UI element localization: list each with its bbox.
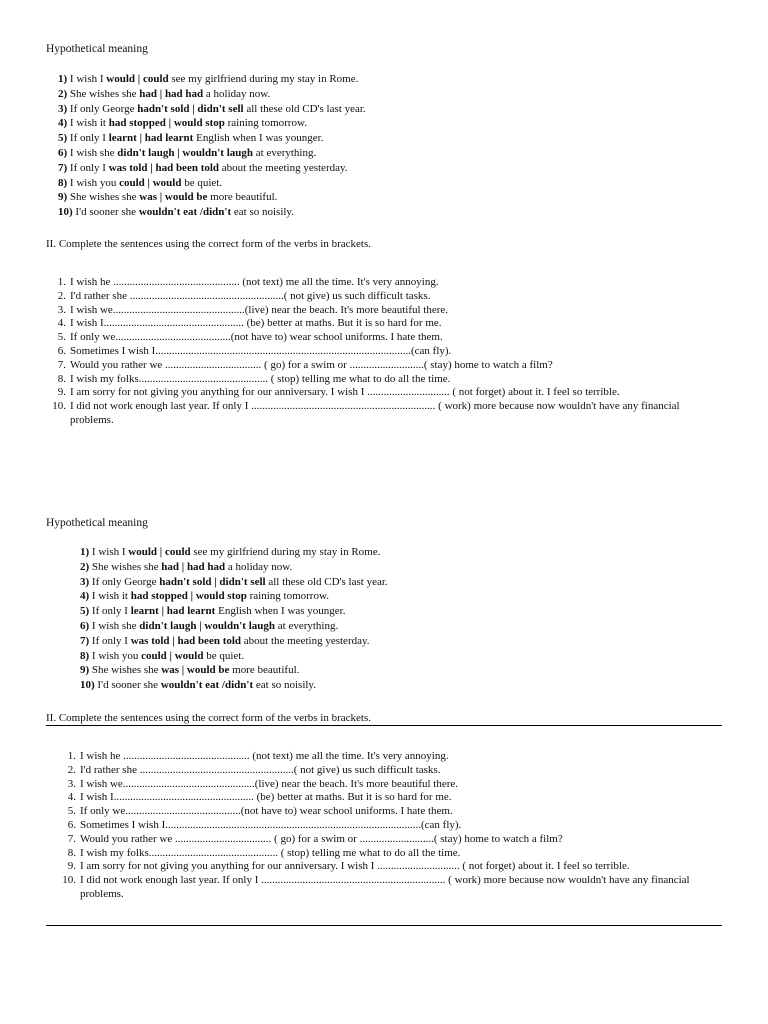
item-number: 2) [58,87,68,100]
item-number: 5. [67,805,76,818]
item-number: 5. [57,331,66,344]
item-number: 3. [57,303,66,316]
item-number: 3) [80,575,90,588]
sentence-text: I am sorry for not giving you anything for our anniversary. I wish I .............................. ( not forget) about it. I feel so terrible. [80,860,630,873]
sentence-text: I wish he .............................................. (not text) me all the time. It's very annoying. [80,750,449,762]
item-number: 4. [57,317,66,330]
sentence-text: Sometimes I wish I.............................................................................................(can fly). [70,344,452,357]
item-number: 10) [58,206,73,219]
sentence-text: Would you rather we ................................... ( go) for a swim or ...........................( stay) home to watch a film? [80,832,563,845]
answer-choice: was | would be [161,664,230,677]
exercise1-item [80,604,388,619]
sentence-text: about the meeting yesterday. [241,634,370,647]
answer-choice: could | would [119,176,182,189]
exercise2-item [56,847,712,861]
sentence-text: I am sorry for not giving you anything for our anniversary. I wish I .............................. ( not forget) about it. I feel so terrible. [70,386,620,399]
exercise1-item [80,678,388,693]
sentence-text: I wish it [69,117,109,130]
sentence-text: If only I [69,132,109,145]
sentence-text: I wish she [91,619,140,632]
item-number: 1) [58,73,68,85]
item-number: 7. [57,358,66,371]
answer-choice: was | would be [139,191,208,204]
item-number: 6) [80,619,90,632]
item-number: 8. [67,846,76,859]
sentence-text: If only I [69,161,109,174]
item-number: 6. [67,818,76,831]
exercise1-item [58,102,366,117]
exercise1-item [80,575,388,590]
item-number: 5) [58,132,68,145]
item-number: 9) [58,191,68,204]
exercise1-item [58,131,366,146]
sentence-text: at everything. [253,146,317,159]
item-number: 4) [58,117,68,130]
sentence-text: Would you rather we ................................... ( go) for a swim or ...........................( stay) home to watch a film? [70,358,553,371]
exercise2-item [46,359,722,373]
answer-choice: hadn't sold | didn't sell [137,102,244,115]
exercise2-item [56,750,712,764]
sentence-text: I wish I [69,73,107,85]
item-number: 10. [62,874,76,887]
item-number: 9) [80,664,90,677]
item-number: 10) [80,679,95,692]
sentence-text: I wish it [91,590,131,603]
exercise2-item [56,819,712,833]
sentence-text: She wishes she [91,560,162,573]
item-number: 5) [80,605,90,618]
exercise1-item [80,545,388,560]
exercise2-item [46,373,722,387]
answer-choice: wouldn't eat /didn't [138,206,232,219]
answer-choice: didn't laugh | wouldn't laugh [139,619,275,632]
sentence-text: I wish we................................................(live) near the beach. It's more beautiful there. [70,303,449,316]
answer-choice: was told | had been told [108,161,220,174]
exercise1-item [58,176,366,191]
sentence-text: If only we..........................................(not have to) wear school uniforms. I hate them. [70,331,443,344]
exercise2-list-1 [46,276,722,428]
sentence-text: I wish he .............................................. (not text) me all the time. It's very annoying. [70,276,439,288]
sentence-text: eat so noisily. [253,679,316,692]
sentence-text: more beautiful. [207,191,278,204]
exercise1-item [80,589,388,604]
exercise1-item [58,87,366,102]
item-number: 8. [57,372,66,385]
sentence-text: If only George [69,102,138,115]
sentence-text: I'd sooner she [97,679,161,692]
exercise2-item [56,791,712,805]
exercise1-item [58,190,366,205]
sentence-text: I wish my folks............................................... ( stop) telling me what to do all the time. [80,846,461,859]
answer-choice: hadn't sold | didn't sell [159,575,266,588]
answer-choice: could | would [141,649,204,662]
answer-choice: was told | had been told [130,634,242,647]
item-number: 7) [58,161,68,174]
sentence-text: all these old CD's last year. [265,575,388,588]
answer-choice: had stopped | would stop [108,117,225,130]
exercise2-item [46,290,722,304]
answer-choice: had | had had [139,87,204,100]
exercise1-item [80,560,388,575]
sentence-text: see my girlfriend during my stay in Rome. [190,546,381,558]
item-number: 1) [80,546,90,558]
exercise1-item [80,649,388,664]
item-number: 7) [80,634,90,647]
item-number: 8) [80,649,90,662]
item-number: 3. [67,777,76,790]
sentence-text: I wish I................................................... (be) better at maths. But it is so hard for me. [70,317,442,330]
exercise1-item [58,72,366,87]
exercise2-item [46,276,722,290]
exercise1-list-1 [58,72,366,220]
exercise1-item [80,634,388,649]
sentence-text: She wishes she [69,87,140,100]
exercise1-item [58,116,366,131]
exercise1-item [58,146,366,161]
item-number: 4) [80,590,90,603]
sentence-text: I wish we................................................(live) near the beach. It's more beautiful there. [80,777,459,790]
exercise1-item [80,619,388,634]
sentence-text: I wish she [69,146,118,159]
sentence-text: If only we..........................................(not have to) wear school uniforms. I hate them. [80,805,453,818]
exercise1-list-2 [80,545,388,693]
item-number: 10. [52,400,66,413]
answer-choice: wouldn't eat /didn't [160,679,254,692]
sentence-text: a holiday now. [203,87,271,100]
sentence-text: be quiet. [203,649,245,662]
exercise2-item [56,833,712,847]
sentence-text: If only George [91,575,160,588]
exercise2-item [46,304,722,318]
item-number: 7. [67,832,76,845]
sentence-text: She wishes she [69,191,140,204]
sentence-text: I did not work enough last year. If only I ................................................................... ( work) more because now wouldn't have any financial problems. [80,874,690,900]
sentence-text: at everything. [275,619,339,632]
sentence-text: I'd rather she ........................................................( not give) us such difficult tasks. [80,763,441,776]
sentence-text: English when I was younger. [193,132,324,145]
item-number: 2. [57,289,66,302]
answer-choice: had stopped | would stop [130,590,247,603]
exercise2-item [56,764,712,778]
item-number: 9. [57,386,66,399]
answer-choice: learnt | had learnt [130,605,216,618]
exercise2-item [46,345,722,359]
exercise2-item [46,386,722,400]
item-number: 1. [57,276,66,288]
answer-choice: didn't laugh | wouldn't laugh [117,146,253,159]
sentence-text: raining tomorrow. [246,590,329,603]
sentence-text: I wish you [91,649,142,662]
answer-choice: would | could [106,73,169,85]
item-number: 2. [67,763,76,776]
divider-top [46,725,722,726]
exercise2-item [56,805,712,819]
sentence-text: I did not work enough last year. If only I ................................................................... ( work) more because now wouldn't have any financial problems. [70,400,680,426]
item-number: 4. [67,791,76,804]
sentence-text: be quiet. [181,176,223,189]
exercise2-item [46,317,722,331]
sentence-text: If only I [91,634,131,647]
sentence-text: I'd rather she ........................................................( not give) us such difficult tasks. [70,289,431,302]
sentence-text: I wish I [91,546,129,558]
instruction-1: II. Complete the sentences using the correct form of the verbs in brackets. [46,238,371,250]
item-number: 6) [58,146,68,159]
divider-bottom [46,925,722,926]
exercise1-item [58,161,366,176]
sentence-text: If only I [91,605,131,618]
sentence-text: all these old CD's last year. [243,102,366,115]
sentence-text: more beautiful. [229,664,300,677]
sentence-text: Sometimes I wish I.............................................................................................(can fly). [80,818,462,831]
sentence-text: I'd sooner she [75,206,139,219]
item-number: 3) [58,102,68,115]
sentence-text: eat so noisily. [231,206,294,219]
exercise2-list-2 [56,750,712,902]
exercise2-item [56,860,712,874]
item-number: 6. [57,344,66,357]
sentence-text: about the meeting yesterday. [219,161,348,174]
sentence-text: She wishes she [91,664,162,677]
sentence-text: a holiday now. [225,560,293,573]
item-number: 2) [80,560,90,573]
exercise2-item [46,331,722,345]
exercise1-item [80,663,388,678]
answer-choice: would | could [128,546,191,558]
item-number: 1. [67,750,76,762]
instruction-2: II. Complete the sentences using the correct form of the verbs in brackets. [46,712,371,724]
sentence-text: I wish you [69,176,120,189]
answer-choice: learnt | had learnt [108,132,194,145]
sentence-text: raining tomorrow. [224,117,307,130]
answer-choice: had | had had [161,560,226,573]
item-number: 9. [67,860,76,873]
sentence-text: English when I was younger. [215,605,346,618]
exercise2-item [46,400,722,428]
exercise2-item [56,874,712,902]
exercise2-item [56,778,712,792]
item-number: 8) [58,176,68,189]
exercise1-item [58,205,366,220]
heading-2: Hypothetical meaning [46,517,148,529]
sentence-text: see my girlfriend during my stay in Rome. [168,73,359,85]
sentence-text: I wish my folks............................................... ( stop) telling me what to do all the time. [70,372,451,385]
sentence-text: I wish I................................................... (be) better at maths. But it is so hard for me. [80,791,452,804]
heading-1: Hypothetical meaning [46,43,148,55]
